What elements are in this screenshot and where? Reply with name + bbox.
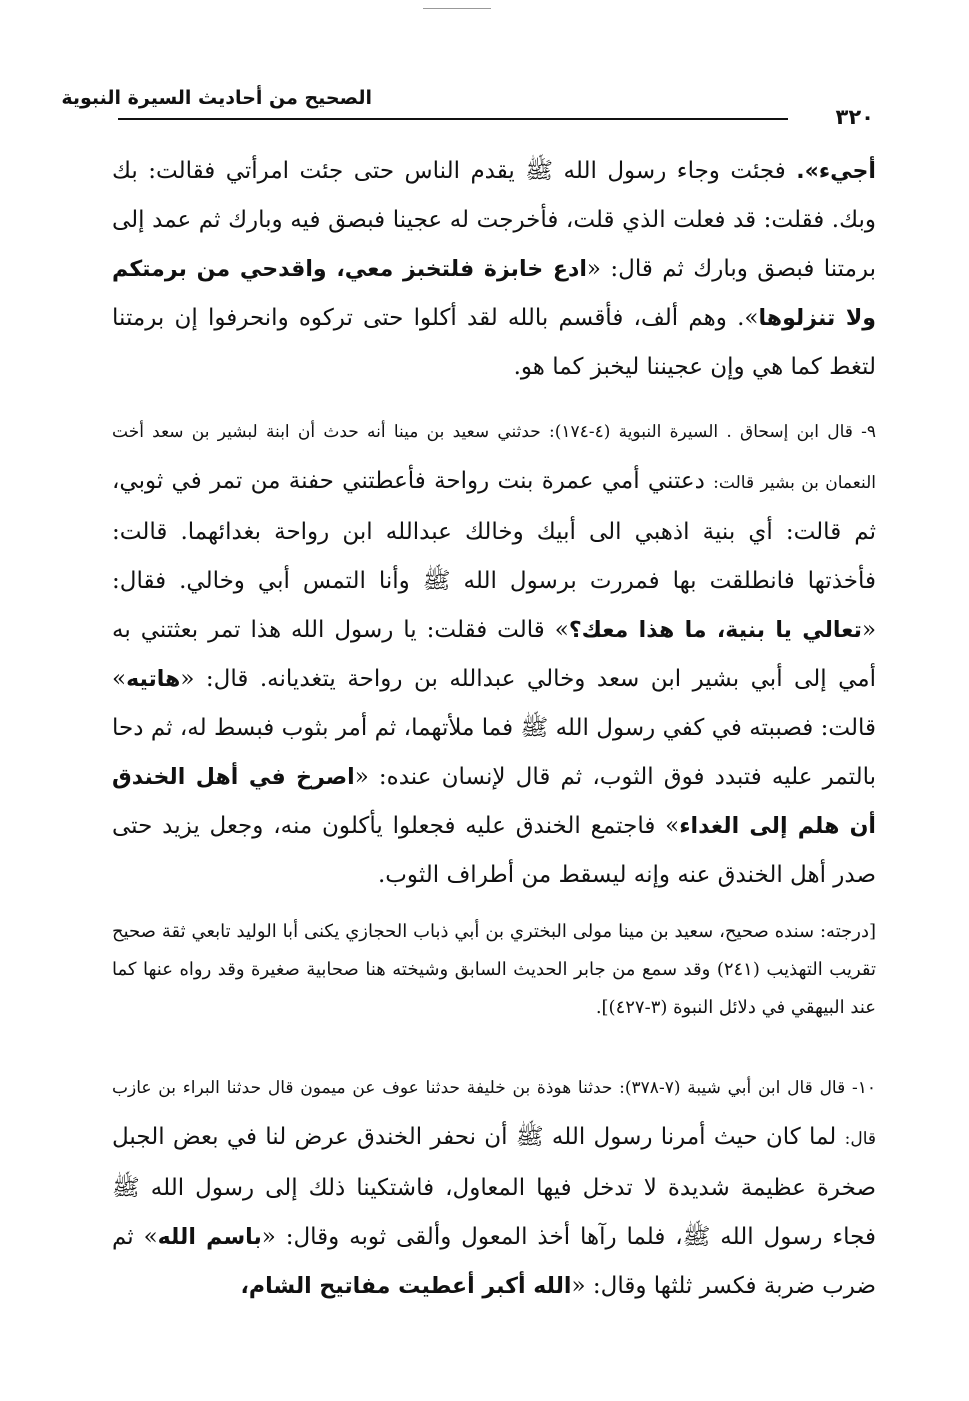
page-number: ٣٢٠	[835, 105, 874, 129]
hadith-9-text-a: دعتني أمي عمرة بنت رواحة فأعطتني حفنة من تمر في ثوبي، ثم قالت: أي بنية اذهبي الى أبيك وخالك عبدالله ابن رواحة بغدائهما. قالت: فأخذتها فانطلقت بها فمررت برسول الله ﷺ وأنا التمس أبي وخالي. فقال: «	[112, 468, 877, 643]
p1-text: فجئت وجاء رسول الله ﷺ يقدم الناس حتى جئت امرأتي فقالت: بك وبك. فقلت: قد فعلت الذي قلت، فأخرجت له عجينا فبصق فيه وبارك ثم عمد إلى برمتنا فبصق وبارك ثم قال: «	[112, 158, 877, 282]
hadith-10-text-b: » ثم ضرب ضربة فكسر ثلثها وقال: «	[112, 1224, 876, 1299]
top-mark	[423, 8, 491, 9]
hadith-9-quote-3: اصرخ في أهل الخندق أن هلم إلى الغداء	[112, 765, 876, 839]
hadith-10-quote-1: باسم الله	[157, 1225, 262, 1250]
hadith-9-quote-2: هاتيه	[126, 667, 181, 692]
running-title: الصحيح من أحاديث السيرة النبوية	[61, 87, 372, 109]
p1-quote: ادع خابزة فلتخبز معي، واقدحي من برمتكم ولا تنزلوها	[112, 257, 876, 331]
hadith-10-text-a: لما كان حيث أمرنا رسول الله ﷺ أن نحفر الخندق عرض لنا في بعض الجبل صخرة عظيمة شديدة لا تدخل فيها المعاول، فاشتكينا ذلك إلى رسول الله ﷺ فجاء رسول الله ﷺ، فلما رآها أخذ المعول وألقى ثوبه وقال: «	[112, 1124, 877, 1250]
hadith-9	[112, 406, 876, 896]
hadith-10	[112, 1062, 876, 1312]
hadith-9-quote-1: تعالي يا بنية، ما هذا معك؟	[568, 618, 862, 643]
hadith-9-text-b: » قالت فقلت: يا رسول الله هذا تمر بعثتني به أمي إلى أبي بشير ابن سعد وخالي عبدالله بن رواحة يتغديانه. قال: «	[112, 617, 876, 692]
p1-bold-start: أجيء».	[796, 159, 876, 184]
page-header	[61, 86, 874, 129]
hadith-10-isnad: ١٠- قال قال ابن أبي شيبة (٧-٣٧٨): حدثنا هوذة بن خليفة حدثنا عوف عن ميمون قال حدثنا البراء بن عازب قال:	[112, 1078, 876, 1149]
grading-note: [درجته: سنده صحيح، سعيد بن مينا مولى البختري بن أبي ذباب الحجازي يكنى أبا الوليد تابعي ثقة صحيح تقريب التهذيب (٢٤١) وقد سمع من جابر الحديث السابق وشيخته هنا صحابية صغيرة وقد رواه عنها كما عند البيهقي في دلائل النبوة (٣-٤٢٧)].	[112, 921, 877, 1018]
paragraph-1	[112, 147, 876, 392]
header-rule	[118, 118, 788, 120]
hadith-9-text-d: » فاجتمع الخندق عليه فجعلوا يأكلون منه، وجعل يزيد حتى صدر أهل الخندق عنه وإنه ليسقط من أطراف الثوب.	[112, 813, 876, 888]
hadith-9-text-c: » قالت: فصببته في كفي رسول الله ﷺ فما ملأتهما، ثم أمر بثوب فبسط له، ثم دحا بالتمر عليه فتبدد فوق الثوب، ثم قال لإنسان عنده: «	[112, 666, 876, 790]
hadith-10-quote-2: الله أكبر أعطيت مفاتيح الشام،	[240, 1274, 572, 1299]
p1-text-end: ». وهم ألف، فأقسم بالله لقد أكلوا حتى تركوه وانحرفوا إن برمتنا لتغط كما هي وإن عجيننا ليخبز كما هو.	[112, 305, 876, 380]
hadith-9-isnad: ٩- قال ابن إسحاق . السيرة النبوية (٤-١٧٤): حدثني سعيد بن مينا أنه حدث أن ابنة لبشير بن سعد أخت النعمان بن بشير قالت:	[112, 422, 877, 493]
